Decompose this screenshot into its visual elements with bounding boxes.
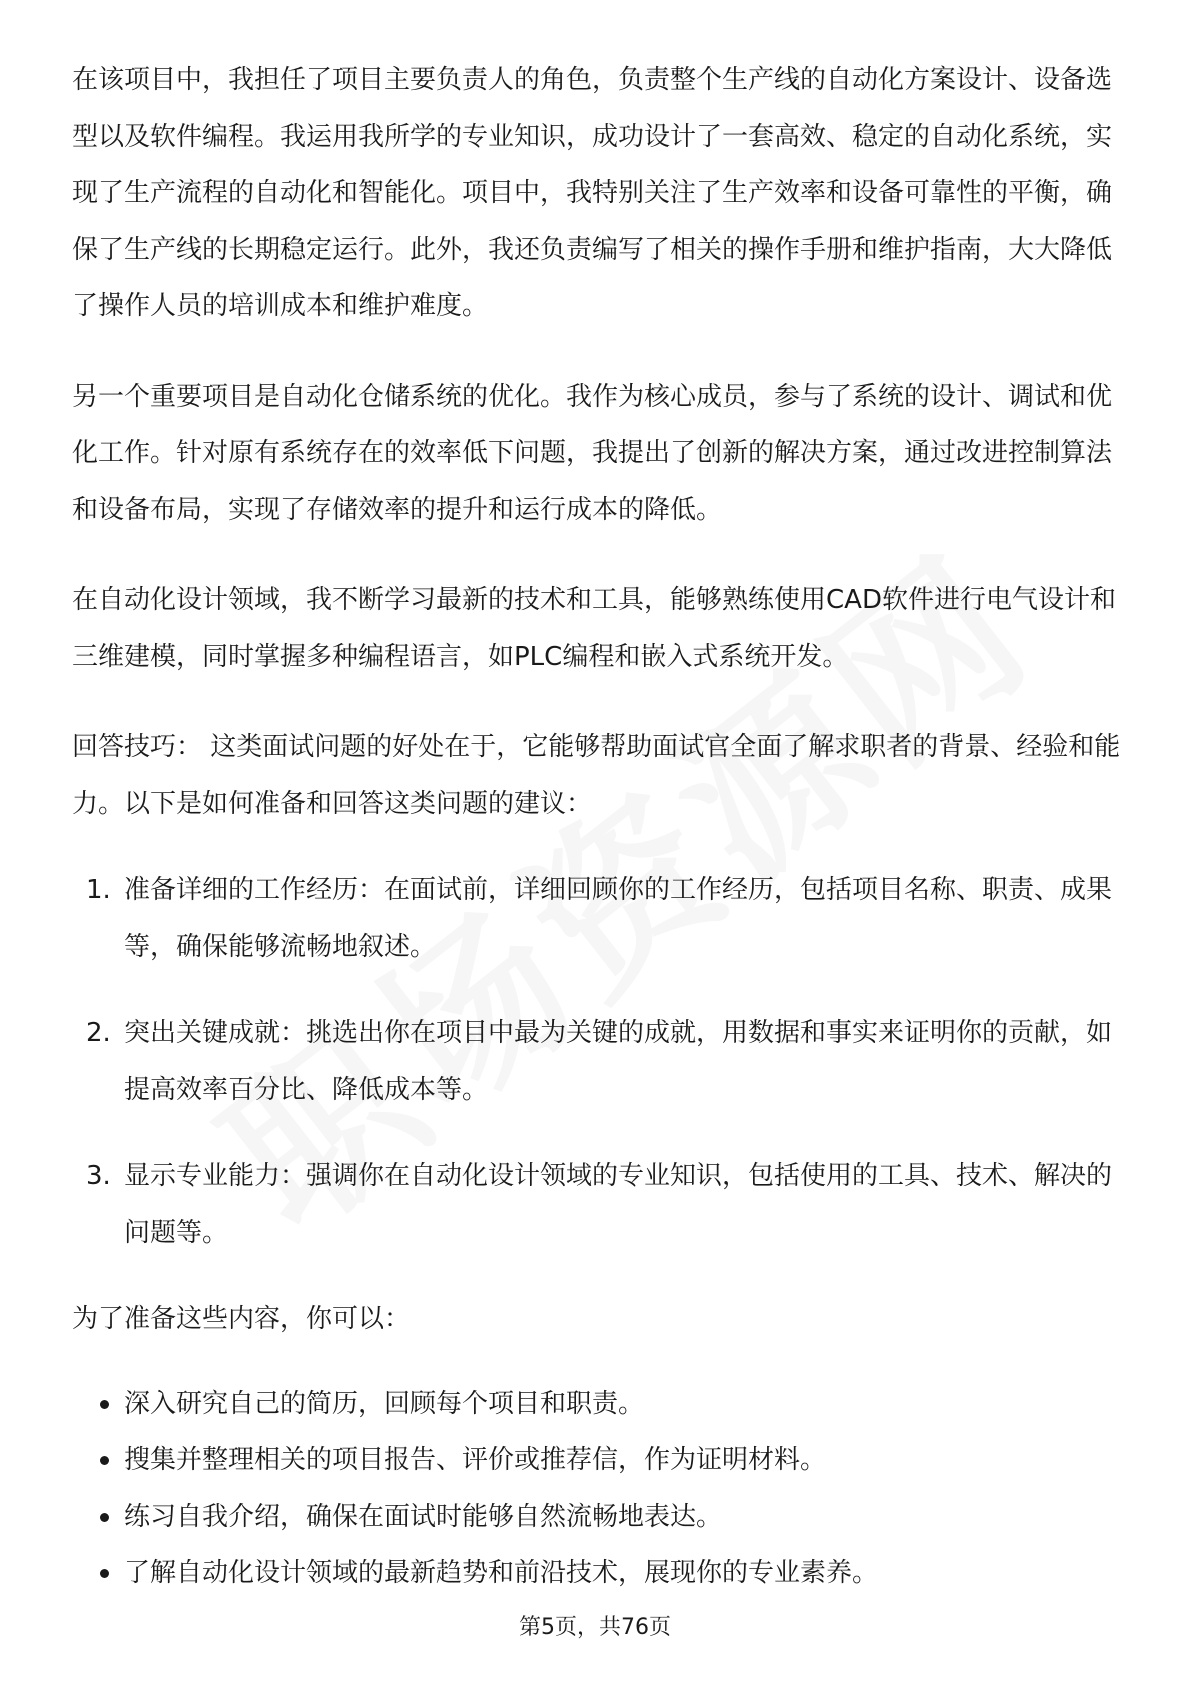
document-body — [72, 52, 1122, 1602]
paragraph-answer-tips: 回答技巧： 这类面试问题的好处在于，它能够帮助面试官全面了解求职者的背景、经验和能力。以下是如何准备和回答这类问题的建议： — [72, 732, 1121, 819]
list-item — [72, 1148, 1122, 1261]
list-number: 2. — [86, 1018, 111, 1048]
bullet-text: 搜集并整理相关的项目报告、评价或推荐信，作为证明材料。 — [124, 1445, 827, 1475]
list-text: 准备详细的工作经历：在面试前，详细回顾你的工作经历，包括项目名称、职责、成果等，确保能够流畅地叙述。 — [124, 875, 1113, 962]
paragraph-warehouse-project: 另一个重要项目是自动化仓储系统的优化。我作为核心成员，参与了系统的设计、调试和优化工作。针对原有系统存在的效率低下问题，我提出了创新的解决方案，通过改进控制算法和设备布局，实现了存储效率的提升和运行成本的降低。 — [72, 381, 1113, 525]
bullet-icon — [100, 1456, 109, 1465]
prepare-lead: 为了准备这些内容，你可以： — [72, 1304, 411, 1334]
bullet-text: 练习自我介绍，确保在面试时能够自然流畅地表达。 — [124, 1501, 723, 1532]
paragraph-project-lead: 在该项目中，我担任了项目主要负责人的角色，负责整个生产线的自动化方案设计、设备选型以及软件编程。我运用我所学的专业知识，成功设计了一套高效、稳定的自动化系统，实现了生产流程的自动化和智能化。项目中，我特别关注了生产效率和设备可靠性的平衡，确保了生产线的长期稳定运行。此外，我还负责编写了相关的操作手册和维护指南，大大降低了操作人员的培训成本和维护难度。 — [72, 65, 1113, 321]
bullet-icon — [100, 1400, 109, 1409]
prepare-list — [72, 1376, 1122, 1602]
bullet-item — [72, 1545, 1122, 1602]
bullet-text: 深入研究自己的简历，回顾每个项目和职责。 — [124, 1388, 645, 1419]
bullet-icon — [100, 1569, 109, 1578]
list-item — [72, 862, 1122, 975]
bullet-item — [72, 1432, 1122, 1489]
bullet-icon — [100, 1513, 109, 1522]
list-number: 3. — [86, 1161, 111, 1191]
list-text: 显示专业能力：强调你在自动化设计领域的专业知识，包括使用的工具、技术、解决的问题等。 — [124, 1161, 1113, 1248]
tips-list — [72, 862, 1122, 1261]
list-number: 1. — [86, 875, 111, 905]
bullet-item — [72, 1376, 1122, 1433]
page-number: 第5页，共76页 — [519, 1615, 671, 1640]
list-text: 突出关键成就：挑选出你在项目中最为关键的成就，用数据和事实来证明你的贡献，如提高效率百分比、降低成本等。 — [124, 1018, 1113, 1105]
list-item — [72, 1005, 1122, 1118]
bullet-text: 了解自动化设计领域的最新趋势和前沿技术，展现你的专业素养。 — [124, 1558, 879, 1588]
bullet-item — [72, 1489, 1122, 1546]
paragraph-skills: 在自动化设计领域，我不断学习最新的技术和工具，能够熟练使用CAD软件进行电气设计和三维建模，同时掌握多种编程语言，如PLC编程和嵌入式系统开发。 — [72, 585, 1116, 672]
